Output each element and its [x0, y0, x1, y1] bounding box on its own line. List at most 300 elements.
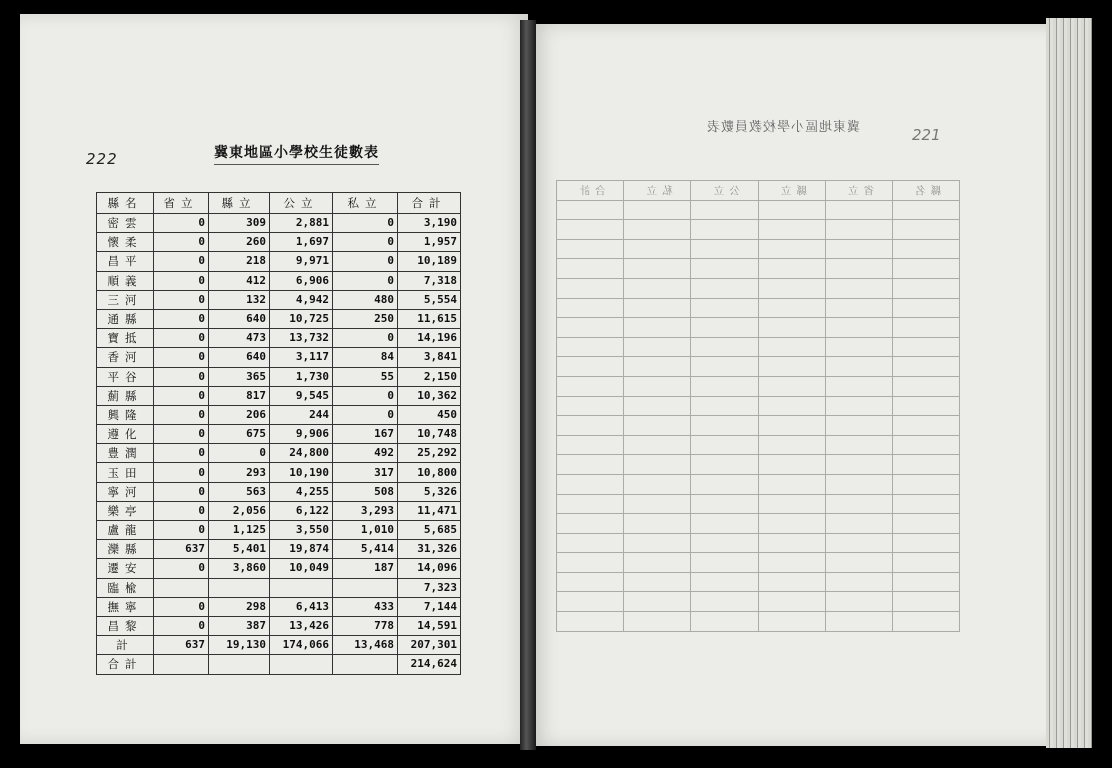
ghost-row — [557, 337, 960, 357]
ghost-cell — [758, 592, 825, 612]
subtotal-total: 207,301 — [398, 636, 461, 655]
ghost-row — [557, 455, 960, 475]
county-run-count: 640 — [209, 348, 270, 367]
ghost-cell — [691, 572, 758, 592]
header-private: 私立 — [333, 193, 398, 214]
ghost-row — [557, 612, 960, 632]
county-run-count: 1,125 — [209, 521, 270, 540]
ghost-cell — [825, 357, 892, 377]
ghost-cell — [825, 416, 892, 436]
ghost-cell — [892, 376, 959, 396]
ghost-row — [557, 396, 960, 416]
provincial-count: 637 — [154, 540, 209, 559]
table-row — [97, 616, 461, 635]
provincial-count: 0 — [154, 348, 209, 367]
ghost-header: 省立 — [825, 181, 892, 201]
ghost-cell — [892, 455, 959, 475]
private-count: 492 — [333, 444, 398, 463]
ghost-cell — [624, 592, 691, 612]
ghost-row — [557, 533, 960, 553]
ghost-row — [557, 376, 960, 396]
total-count: 450 — [398, 405, 461, 424]
ghost-cell — [624, 416, 691, 436]
ghost-cell — [557, 533, 624, 553]
total-count: 31,326 — [398, 540, 461, 559]
ghost-cell — [557, 416, 624, 436]
ghost-row — [557, 239, 960, 259]
total-count: 11,615 — [398, 309, 461, 328]
table-row — [97, 521, 461, 540]
ghost-row — [557, 220, 960, 240]
county-run-count: 640 — [209, 309, 270, 328]
ghost-cell — [624, 396, 691, 416]
private-count: 0 — [333, 405, 398, 424]
ghost-cell — [557, 259, 624, 279]
header-total: 合計 — [398, 193, 461, 214]
public-count: 6,906 — [270, 271, 333, 290]
county-name: 玉田 — [97, 463, 154, 482]
county-run-count: 0 — [209, 444, 270, 463]
county-run-count: 3,860 — [209, 559, 270, 578]
table-row — [97, 252, 461, 271]
table-row — [97, 559, 461, 578]
ghost-cell — [691, 455, 758, 475]
table-row — [97, 290, 461, 309]
ghost-cell — [691, 494, 758, 514]
ghost-cell — [557, 220, 624, 240]
total-count: 10,189 — [398, 252, 461, 271]
table-row — [97, 444, 461, 463]
header-county-run: 縣立 — [209, 193, 270, 214]
ghost-cell — [825, 396, 892, 416]
ghost-cell — [892, 592, 959, 612]
private-count — [333, 578, 398, 597]
county-name: 遵化 — [97, 425, 154, 444]
ghost-cell — [825, 514, 892, 534]
county-name: 通縣 — [97, 309, 154, 328]
provincial-count: 0 — [154, 405, 209, 424]
total-count: 14,096 — [398, 559, 461, 578]
ghost-cell — [758, 494, 825, 514]
county-name: 灤縣 — [97, 540, 154, 559]
total-count: 14,196 — [398, 329, 461, 348]
ghost-cell — [825, 239, 892, 259]
ghost-row — [557, 200, 960, 220]
ghost-row — [557, 435, 960, 455]
total-count: 10,800 — [398, 463, 461, 482]
ghost-row — [557, 514, 960, 534]
private-count: 0 — [333, 329, 398, 348]
ghost-cell — [691, 533, 758, 553]
provincial-count: 0 — [154, 425, 209, 444]
county-name: 寧河 — [97, 482, 154, 501]
total-count: 3,190 — [398, 214, 461, 233]
table-row — [97, 367, 461, 386]
ghost-cell — [825, 612, 892, 632]
ghost-cell — [892, 533, 959, 553]
private-count: 778 — [333, 616, 398, 635]
table-row — [97, 348, 461, 367]
ghost-cell — [892, 337, 959, 357]
private-count: 55 — [333, 367, 398, 386]
county-run-count: 473 — [209, 329, 270, 348]
ghost-row — [557, 494, 960, 514]
county-run-count: 293 — [209, 463, 270, 482]
ghost-cell — [557, 592, 624, 612]
ghost-cell — [758, 220, 825, 240]
ghost-cell — [691, 357, 758, 377]
county-run-count: 563 — [209, 482, 270, 501]
total-count: 1,957 — [398, 233, 461, 252]
ghost-cell — [758, 416, 825, 436]
ghost-cell — [892, 572, 959, 592]
ghost-cell — [825, 259, 892, 279]
county-name: 薊縣 — [97, 386, 154, 405]
county-name: 平谷 — [97, 367, 154, 386]
ghost-cell — [624, 455, 691, 475]
ghost-cell — [825, 278, 892, 298]
county-run-count: 675 — [209, 425, 270, 444]
ghost-cell — [624, 318, 691, 338]
ghost-cell — [691, 318, 758, 338]
public-count: 10,049 — [270, 559, 333, 578]
ghost-cell — [892, 435, 959, 455]
county-run-count: 298 — [209, 597, 270, 616]
ghost-cell — [557, 612, 624, 632]
public-count: 10,190 — [270, 463, 333, 482]
public-count: 244 — [270, 405, 333, 424]
ghost-cell — [758, 455, 825, 475]
provincial-count: 0 — [154, 271, 209, 290]
table-row — [97, 214, 461, 233]
ghost-cell — [691, 278, 758, 298]
ghost-cell — [557, 494, 624, 514]
ghost-cell — [892, 259, 959, 279]
bleed-through-table — [556, 180, 960, 646]
grand-total-empty-1 — [154, 655, 209, 674]
ghost-cell — [691, 239, 758, 259]
table-row — [97, 597, 461, 616]
ghost-cell — [758, 337, 825, 357]
header-provincial: 省立 — [154, 193, 209, 214]
private-count: 1,010 — [333, 521, 398, 540]
provincial-count — [154, 578, 209, 597]
table-row — [97, 405, 461, 424]
county-run-count: 260 — [209, 233, 270, 252]
total-count: 14,591 — [398, 616, 461, 635]
total-count: 25,292 — [398, 444, 461, 463]
ghost-cell — [691, 553, 758, 573]
provincial-count: 0 — [154, 233, 209, 252]
ghost-cell — [691, 200, 758, 220]
ghost-cell — [892, 612, 959, 632]
private-count: 508 — [333, 482, 398, 501]
private-count: 0 — [333, 252, 398, 271]
ghost-cell — [624, 376, 691, 396]
ghost-cell — [892, 474, 959, 494]
header-county: 縣名 — [97, 193, 154, 214]
ghost-cell — [557, 357, 624, 377]
ghost-cell — [758, 200, 825, 220]
ghost-cell — [892, 298, 959, 318]
public-count: 13,426 — [270, 616, 333, 635]
private-count: 0 — [333, 271, 398, 290]
public-count: 24,800 — [270, 444, 333, 463]
page-number-left: 222 — [86, 150, 118, 168]
total-count: 11,471 — [398, 501, 461, 520]
county-name: 興隆 — [97, 405, 154, 424]
provincial-count: 0 — [154, 290, 209, 309]
private-count: 5,414 — [333, 540, 398, 559]
ghost-cell — [758, 298, 825, 318]
header-public: 公立 — [270, 193, 333, 214]
subtotal-public: 174,066 — [270, 636, 333, 655]
ghost-cell — [825, 553, 892, 573]
county-run-count: 412 — [209, 271, 270, 290]
ghost-cell — [624, 220, 691, 240]
grand-total-empty-3 — [270, 655, 333, 674]
ghost-row — [557, 474, 960, 494]
ghost-cell — [892, 514, 959, 534]
private-count: 167 — [333, 425, 398, 444]
public-count: 9,971 — [270, 252, 333, 271]
private-count: 3,293 — [333, 501, 398, 520]
provincial-count: 0 — [154, 309, 209, 328]
grand-total-row — [97, 655, 461, 674]
county-name: 昌黎 — [97, 616, 154, 635]
ghost-cell — [825, 318, 892, 338]
subtotal-private: 13,468 — [333, 636, 398, 655]
ghost-row — [557, 416, 960, 436]
public-count — [270, 578, 333, 597]
ghost-cell — [825, 455, 892, 475]
ghost-cell — [691, 298, 758, 318]
student-count-table — [96, 192, 461, 675]
county-run-count: 5,401 — [209, 540, 270, 559]
table-row — [97, 482, 461, 501]
county-run-count: 218 — [209, 252, 270, 271]
private-count: 250 — [333, 309, 398, 328]
ghost-cell — [557, 278, 624, 298]
ghost-cell — [557, 455, 624, 475]
ghost-header-row — [557, 181, 960, 201]
public-count: 3,550 — [270, 521, 333, 540]
provincial-count: 0 — [154, 214, 209, 233]
ghost-cell — [691, 416, 758, 436]
county-name: 三河 — [97, 290, 154, 309]
book-gutter — [520, 20, 536, 750]
grand-total-label: 合計 — [97, 655, 154, 674]
ghost-cell — [557, 376, 624, 396]
ghost-table — [556, 180, 960, 632]
page-number-right: 221 — [912, 126, 941, 144]
ghost-header: 私立 — [624, 181, 691, 201]
ghost-cell — [624, 239, 691, 259]
public-count: 4,255 — [270, 482, 333, 501]
ghost-cell — [758, 612, 825, 632]
total-count: 7,323 — [398, 578, 461, 597]
private-count: 0 — [333, 214, 398, 233]
ghost-cell — [557, 298, 624, 318]
ghost-row — [557, 259, 960, 279]
county-name: 寶抵 — [97, 329, 154, 348]
ghost-cell — [691, 474, 758, 494]
ghost-cell — [892, 396, 959, 416]
ghost-cell — [825, 494, 892, 514]
table-row — [97, 233, 461, 252]
provincial-count: 0 — [154, 597, 209, 616]
ghost-cell — [691, 612, 758, 632]
county-run-count: 387 — [209, 616, 270, 635]
table-row — [97, 271, 461, 290]
ghost-cell — [624, 572, 691, 592]
ghost-row — [557, 553, 960, 573]
county-name: 臨楡 — [97, 578, 154, 597]
county-run-count — [209, 578, 270, 597]
public-count: 19,874 — [270, 540, 333, 559]
table-header-row — [97, 193, 461, 214]
private-count: 433 — [333, 597, 398, 616]
ghost-cell — [624, 474, 691, 494]
ghost-cell — [691, 337, 758, 357]
provincial-count: 0 — [154, 521, 209, 540]
ghost-cell — [624, 357, 691, 377]
grand-total-empty-4 — [333, 655, 398, 674]
table-row — [97, 540, 461, 559]
table-row — [97, 386, 461, 405]
ghost-cell — [892, 494, 959, 514]
ghost-cell — [758, 474, 825, 494]
table-row — [97, 329, 461, 348]
ghost-cell — [892, 278, 959, 298]
public-count: 6,122 — [270, 501, 333, 520]
subtotal-row — [97, 636, 461, 655]
ghost-cell — [758, 357, 825, 377]
public-count: 9,545 — [270, 386, 333, 405]
county-name: 盧龍 — [97, 521, 154, 540]
ghost-cell — [892, 239, 959, 259]
provincial-count: 0 — [154, 329, 209, 348]
private-count: 317 — [333, 463, 398, 482]
ghost-cell — [624, 278, 691, 298]
ghost-cell — [892, 357, 959, 377]
county-name: 懷柔 — [97, 233, 154, 252]
county-run-count: 817 — [209, 386, 270, 405]
ghost-cell — [892, 200, 959, 220]
private-count: 0 — [333, 386, 398, 405]
ghost-cell — [624, 337, 691, 357]
bleed-through-title: 冀東地區小學校教員數表 — [706, 120, 861, 135]
ghost-cell — [758, 572, 825, 592]
ghost-cell — [758, 396, 825, 416]
ghost-cell — [825, 474, 892, 494]
ghost-cell — [557, 239, 624, 259]
ghost-cell — [691, 514, 758, 534]
ghost-row — [557, 298, 960, 318]
county-name: 香河 — [97, 348, 154, 367]
ghost-cell — [691, 396, 758, 416]
ghost-cell — [825, 592, 892, 612]
table-row — [97, 501, 461, 520]
provincial-count: 0 — [154, 559, 209, 578]
ghost-cell — [624, 533, 691, 553]
grand-total-empty-2 — [209, 655, 270, 674]
ghost-cell — [825, 533, 892, 553]
provincial-count: 0 — [154, 501, 209, 520]
public-count: 13,732 — [270, 329, 333, 348]
private-count: 84 — [333, 348, 398, 367]
ghost-cell — [758, 435, 825, 455]
ghost-row — [557, 318, 960, 338]
ghost-cell — [825, 376, 892, 396]
provincial-count: 0 — [154, 252, 209, 271]
county-run-count: 2,056 — [209, 501, 270, 520]
public-count: 4,942 — [270, 290, 333, 309]
ghost-cell — [758, 553, 825, 573]
ghost-cell — [825, 200, 892, 220]
ghost-header: 縣立 — [758, 181, 825, 201]
ghost-cell — [624, 259, 691, 279]
ghost-cell — [557, 474, 624, 494]
total-count: 5,326 — [398, 482, 461, 501]
provincial-count: 0 — [154, 463, 209, 482]
total-count: 2,150 — [398, 367, 461, 386]
ghost-cell — [624, 298, 691, 318]
ghost-cell — [825, 435, 892, 455]
ghost-cell — [758, 533, 825, 553]
ghost-cell — [557, 200, 624, 220]
ghost-cell — [758, 318, 825, 338]
ghost-cell — [758, 259, 825, 279]
subtotal-provincial: 637 — [154, 636, 209, 655]
county-name: 遷安 — [97, 559, 154, 578]
table-row — [97, 463, 461, 482]
total-count: 5,554 — [398, 290, 461, 309]
table-row — [97, 309, 461, 328]
ghost-row — [557, 278, 960, 298]
county-run-count: 132 — [209, 290, 270, 309]
ghost-cell — [557, 572, 624, 592]
ghost-header: 合計 — [557, 181, 624, 201]
ghost-cell — [557, 514, 624, 534]
total-count: 7,318 — [398, 271, 461, 290]
ghost-cell — [825, 220, 892, 240]
county-name: 密雲 — [97, 214, 154, 233]
total-count: 10,748 — [398, 425, 461, 444]
ghost-cell — [624, 200, 691, 220]
provincial-count: 0 — [154, 482, 209, 501]
total-count: 5,685 — [398, 521, 461, 540]
public-count: 6,413 — [270, 597, 333, 616]
ghost-cell — [624, 514, 691, 534]
ghost-cell — [691, 376, 758, 396]
public-count: 1,697 — [270, 233, 333, 252]
public-count: 9,906 — [270, 425, 333, 444]
county-name: 撫寧 — [97, 597, 154, 616]
ghost-header: 公立 — [691, 181, 758, 201]
ghost-header: 縣名 — [892, 181, 959, 201]
ghost-cell — [758, 239, 825, 259]
county-name: 順義 — [97, 271, 154, 290]
subtotal-county-run: 19,130 — [209, 636, 270, 655]
county-run-count: 309 — [209, 214, 270, 233]
ghost-cell — [691, 435, 758, 455]
grand-total-value: 214,624 — [398, 655, 461, 674]
ghost-cell — [557, 318, 624, 338]
provincial-count: 0 — [154, 616, 209, 635]
ghost-cell — [557, 553, 624, 573]
ghost-cell — [691, 220, 758, 240]
